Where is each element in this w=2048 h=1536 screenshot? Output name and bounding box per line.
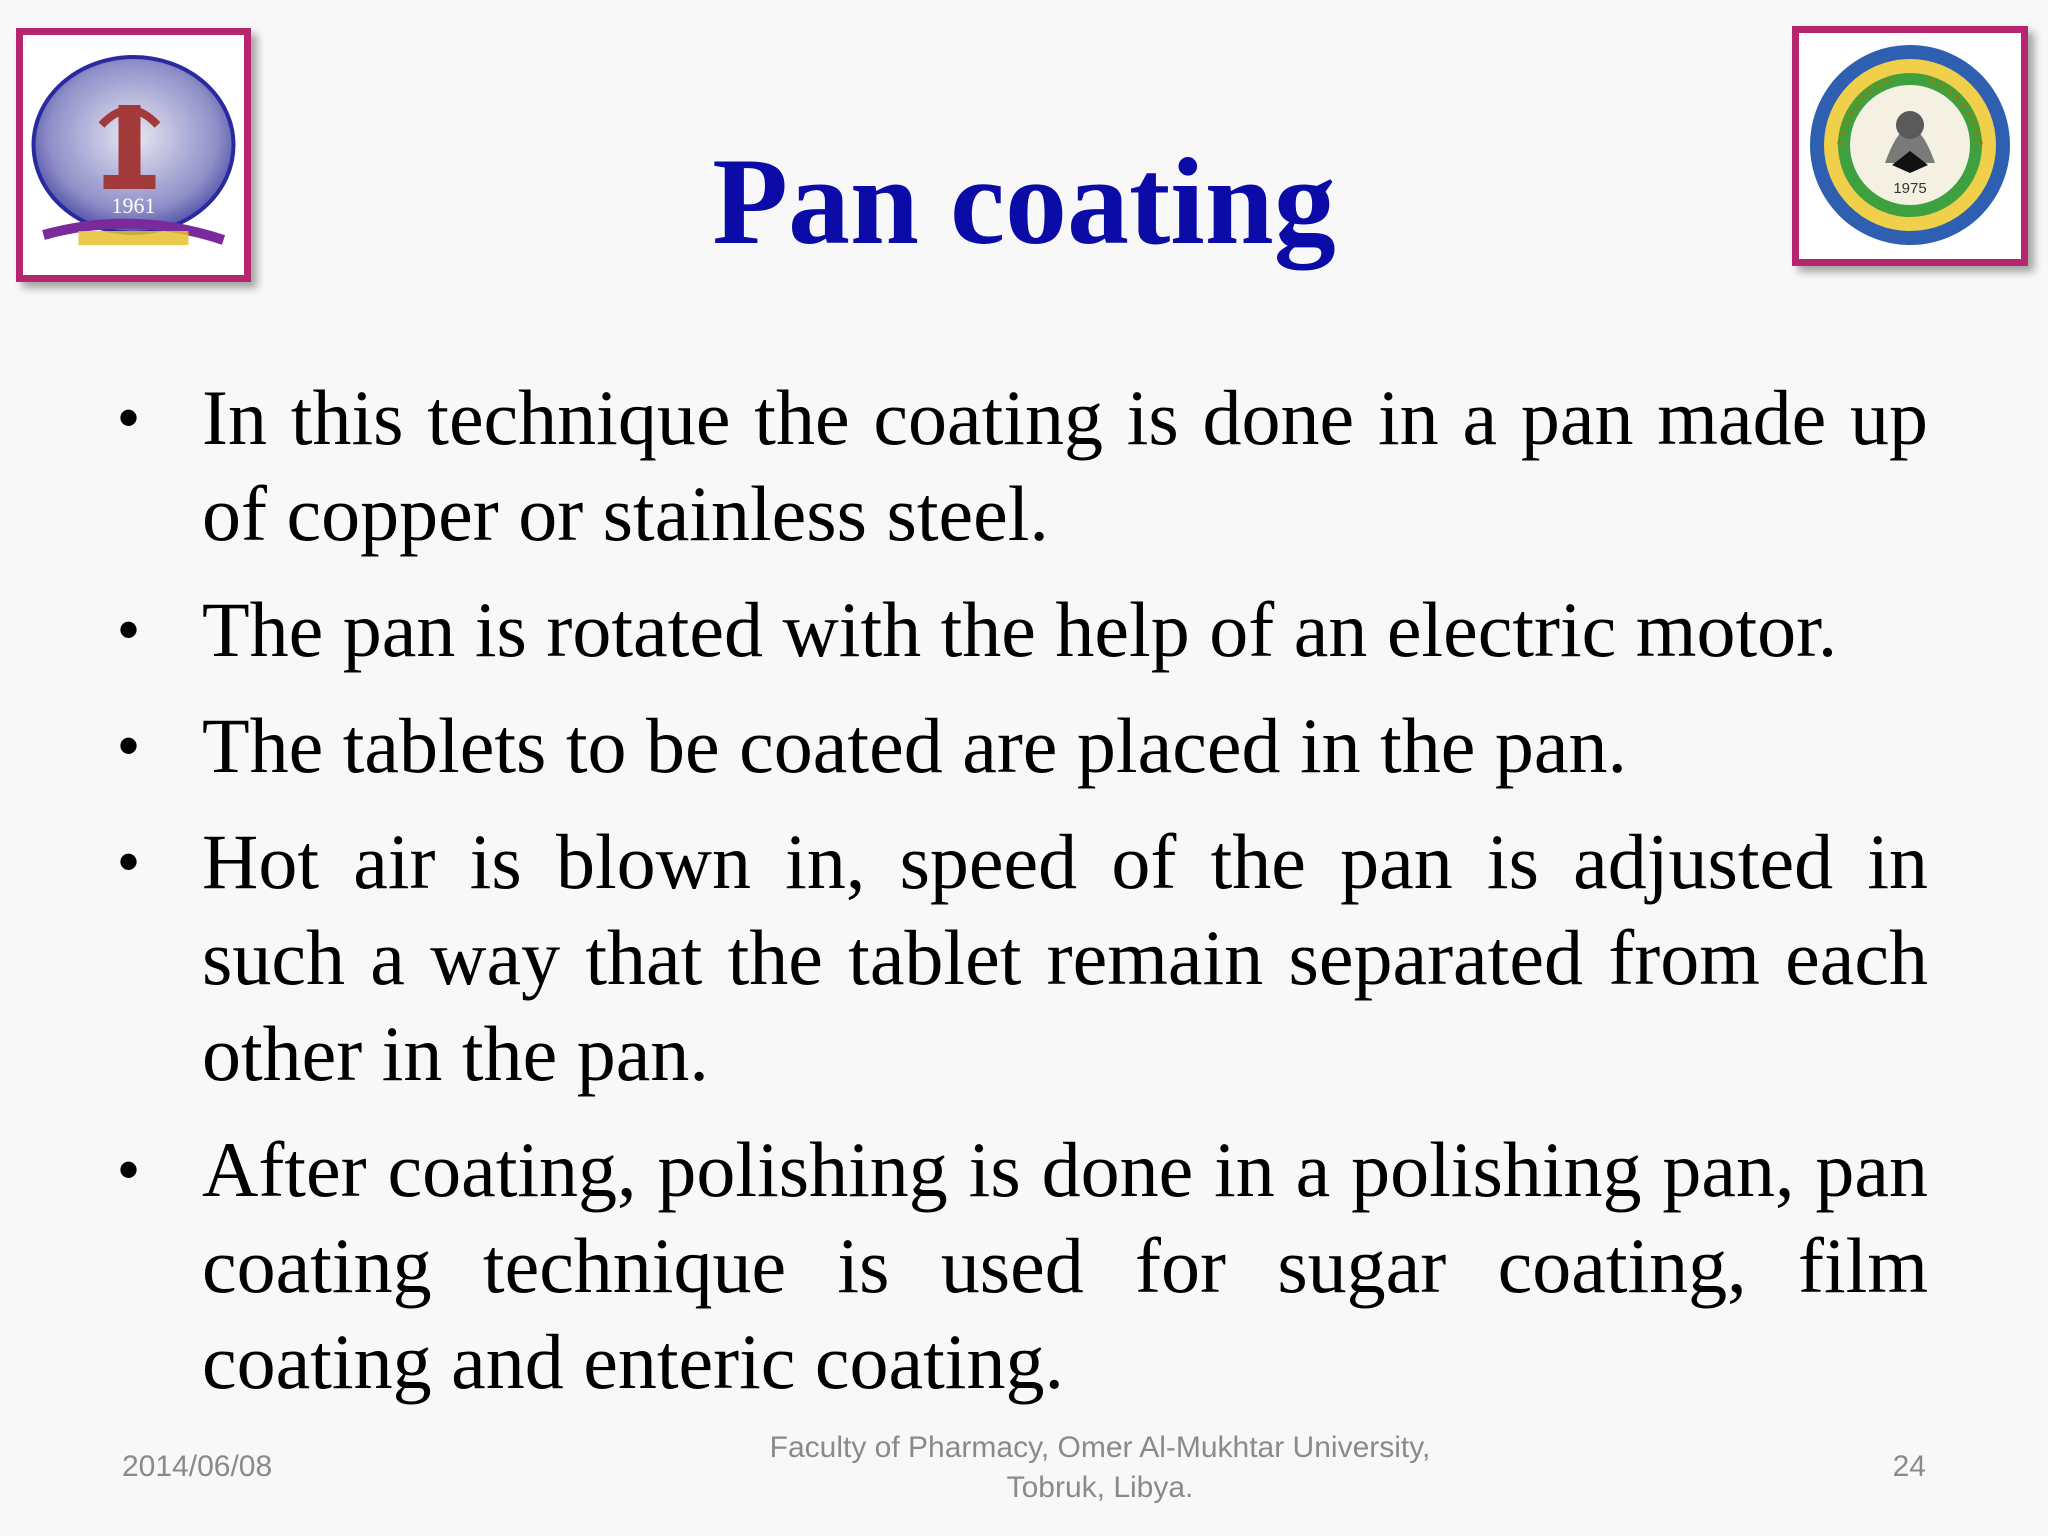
bullet-text: After coating, polishing is done in a polishing pan, pan coating technique is used for sugar coating, film coating and enteric coating. [202, 1126, 1928, 1405]
bullet-item [118, 698, 1928, 794]
footer-org-line1: Faculty of Pharmacy, Omer Al-Mukhtar University, [769, 1431, 1431, 1464]
bullet-text: Hot air is blown in, speed of the pan is adjusted in such a way that the tablet remain separated from each other in the pan. [202, 818, 1928, 1097]
footer-org-line2: Tobruk, Libya. [1006, 1471, 1194, 1504]
bullet-item [118, 582, 1928, 678]
bullet-dot-icon: • [118, 828, 140, 895]
bullet-item [118, 814, 1928, 1102]
bullet-dot-icon: • [118, 596, 140, 663]
bullet-dot-icon: • [118, 1136, 140, 1203]
bullet-item [118, 370, 1928, 562]
bullet-dot-icon: • [118, 384, 140, 451]
svg-text:1961: 1961 [111, 193, 156, 218]
page-number: 24 [1892, 1450, 1926, 1483]
bullet-dot-icon: • [118, 712, 140, 779]
footer-date: 2014/06/08 [122, 1450, 273, 1483]
footer-organization [600, 1428, 1600, 1508]
bullet-item [118, 1122, 1928, 1410]
bullet-text: The tablets to be coated are placed in the pan. [202, 702, 1628, 789]
bullet-list [118, 370, 1928, 1430]
slide-title: Pan coating [712, 133, 1336, 270]
svg-text:1975: 1975 [1893, 180, 1927, 197]
bullet-text: The pan is rotated with the help of an electric motor. [202, 586, 1838, 673]
bullet-text: In this technique the coating is done in a pan made up of copper or stainless steel. [202, 374, 1928, 557]
